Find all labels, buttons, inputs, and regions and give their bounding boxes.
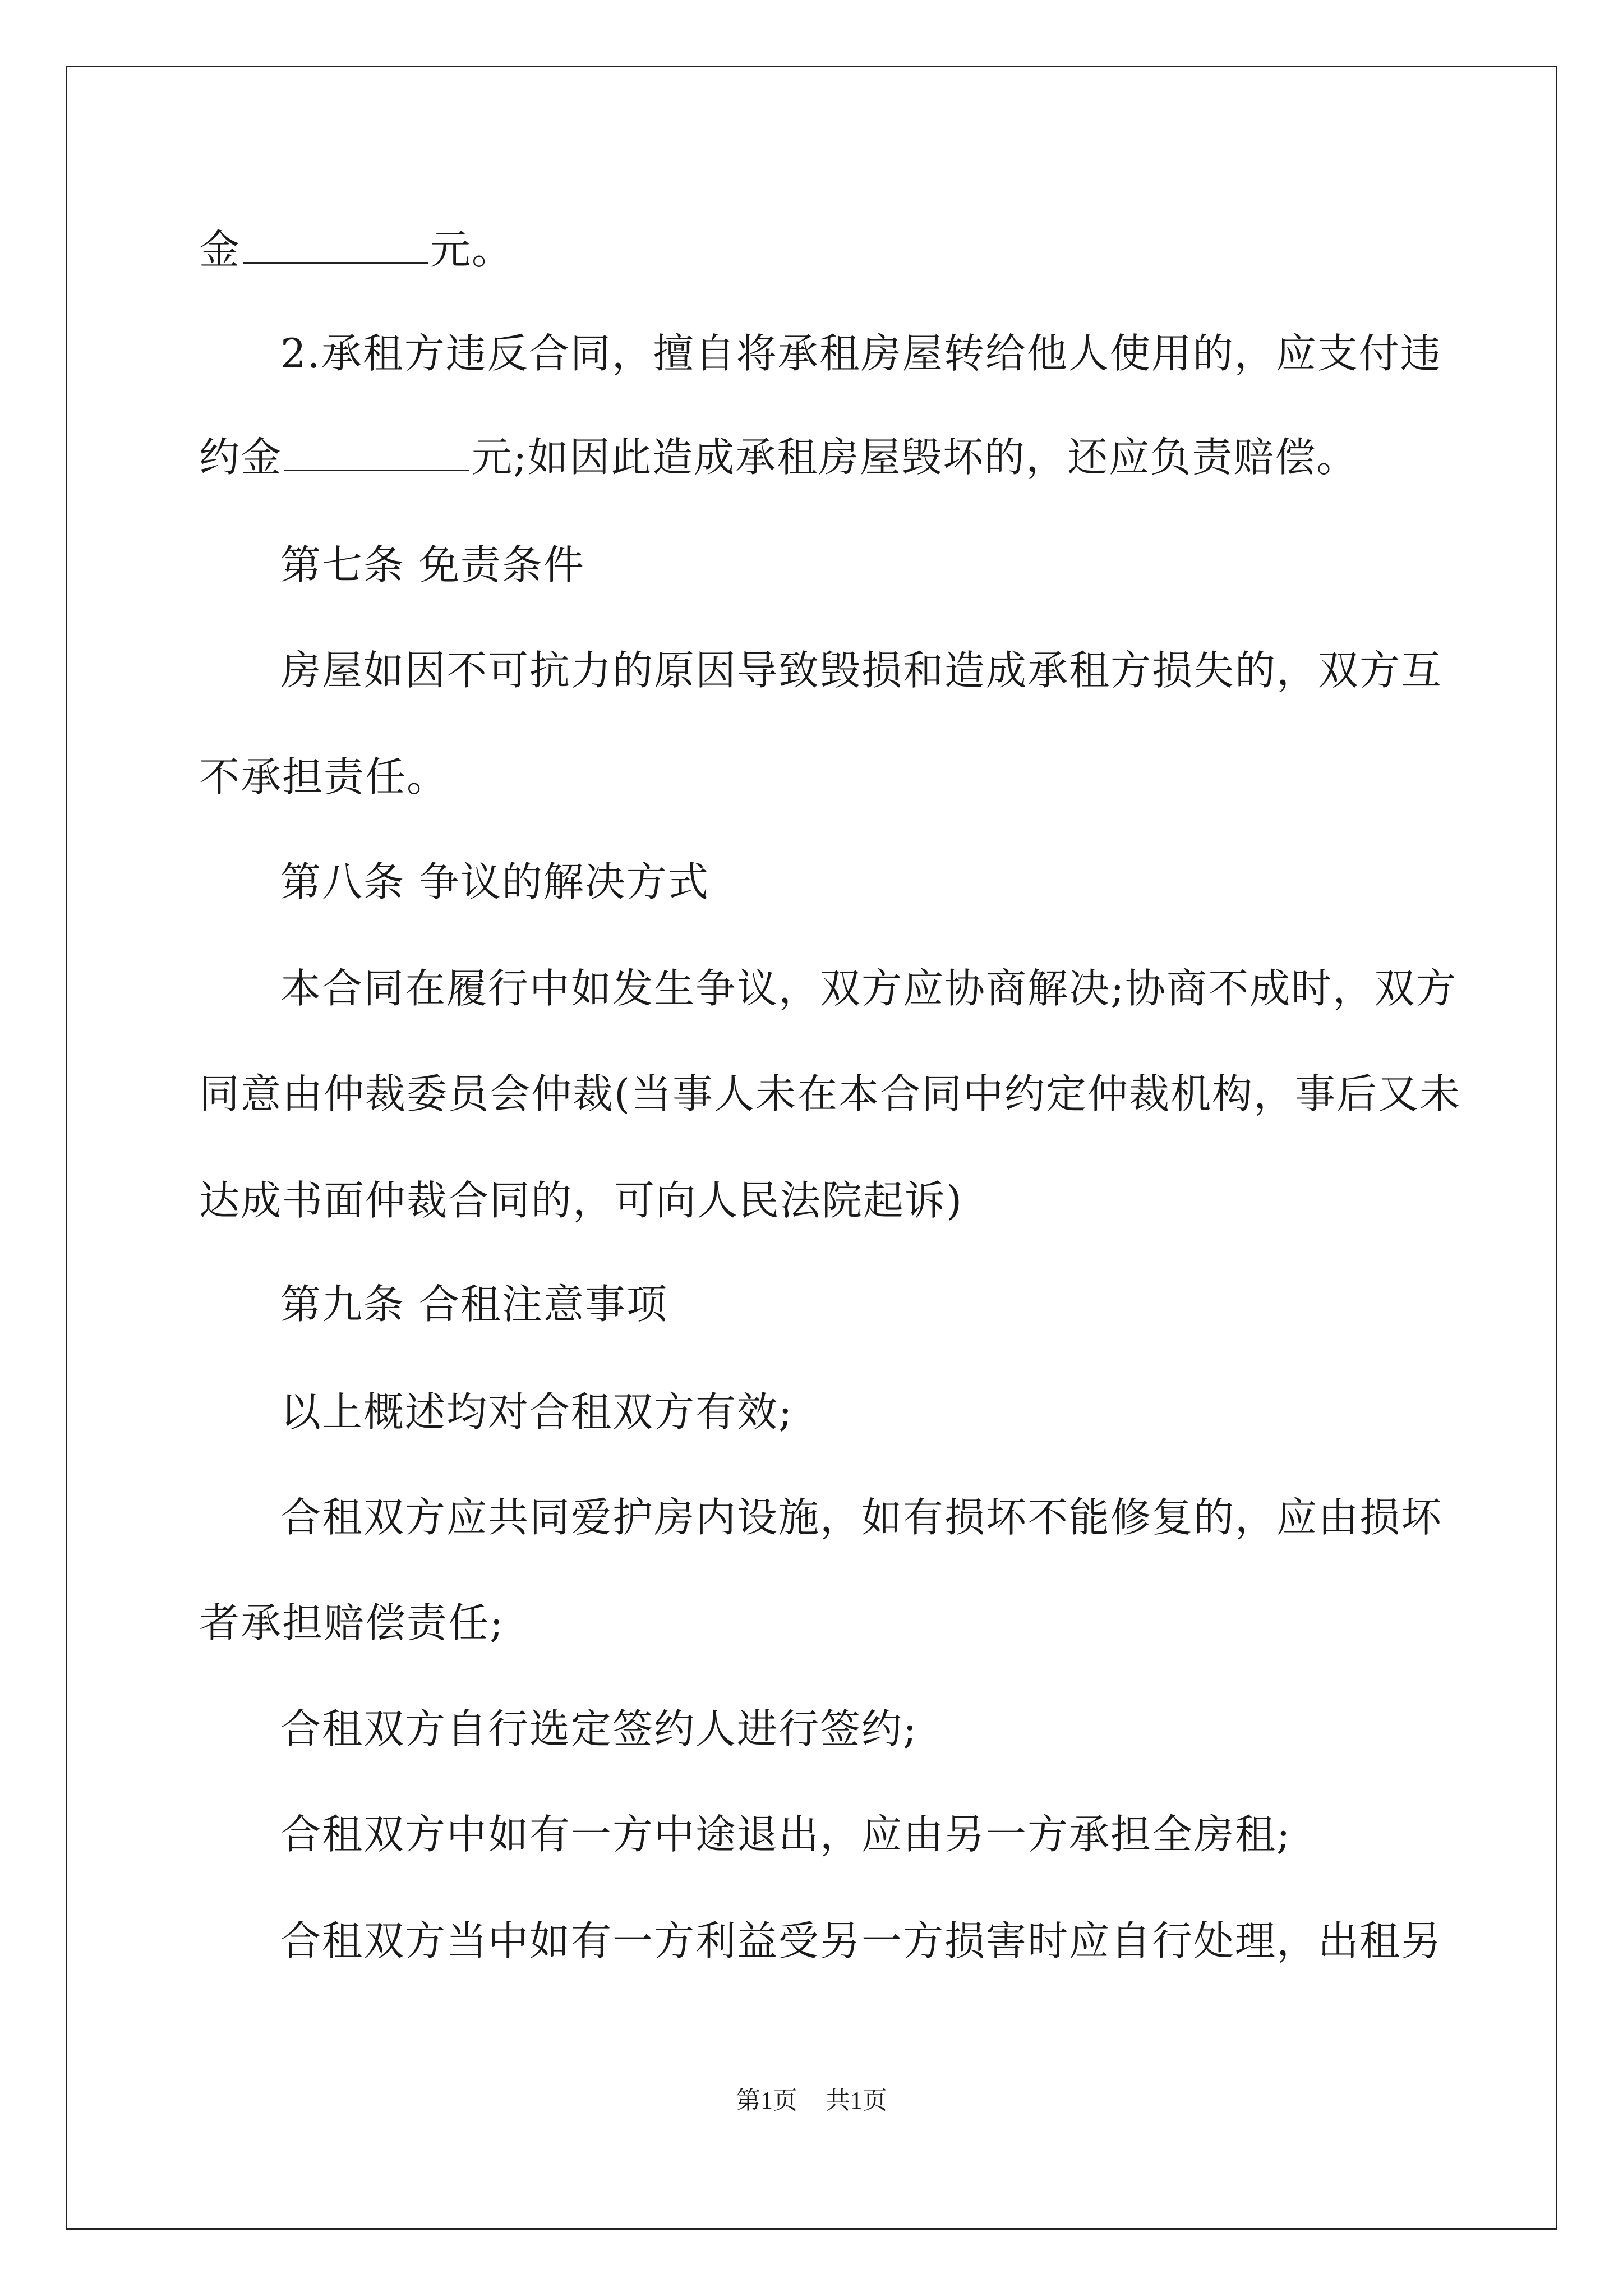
- text-line-10: 达成书面仲裁合同的，可向人民法院起诉): [199, 1177, 963, 1224]
- page-number: 第1页: [736, 2087, 797, 2114]
- text-line-9: 同意由仲裁委员会仲裁(当事人未在本合同中约定仲裁机构，事后又未: [199, 1070, 1461, 1117]
- section-heading-8: 第八条 争议的解决方式: [280, 858, 709, 905]
- section-heading-9: 第九条 合租注意事项: [280, 1281, 668, 1328]
- text-line-14: 者承担赔偿责任;: [199, 1599, 505, 1646]
- text-line-15: 合租双方自行选定签约人进行签约;: [280, 1705, 918, 1752]
- page-border: [66, 66, 1557, 2230]
- text-line-5: 房屋如因不可抗力的原因导致毁损和造成承租方损失的，双方互: [280, 647, 1443, 694]
- page-total: 共1页: [826, 2087, 887, 2114]
- fill-in-blank: [243, 223, 428, 264]
- fill-in-blank: [284, 430, 469, 471]
- text-line-3: 约金 元;如因此造成承租房屋毁坏的，还应负责赔偿。: [199, 429, 1358, 485]
- text-line-16: 合租双方中如有一方中途退出，应由另一方承担全房租;: [280, 1811, 1292, 1858]
- section-heading-7: 第七条 免责条件: [280, 541, 585, 588]
- text-line-17: 合租双方当中如有一方利益受另一方损害时应自行处理，出租另: [280, 1917, 1443, 1964]
- text-line-8: 本合同在履行中如发生争议，双方应协商解决;协商不成时，双方: [280, 965, 1458, 1012]
- page-footer: [0, 2084, 1623, 2118]
- text-line-13: 合租双方应共同爱护房内设施，如有损坏不能修复的，应由损坏: [280, 1494, 1443, 1541]
- text-line-12: 以上概述均对合租双方有效;: [280, 1388, 794, 1435]
- text-line-6: 不承担责任。: [199, 753, 449, 800]
- text-line-2: 2.承租方违反合同，擅自将承租房屋转给他人使用的，应支付违: [280, 330, 1442, 377]
- text-line-1: 金 元。: [199, 222, 513, 278]
